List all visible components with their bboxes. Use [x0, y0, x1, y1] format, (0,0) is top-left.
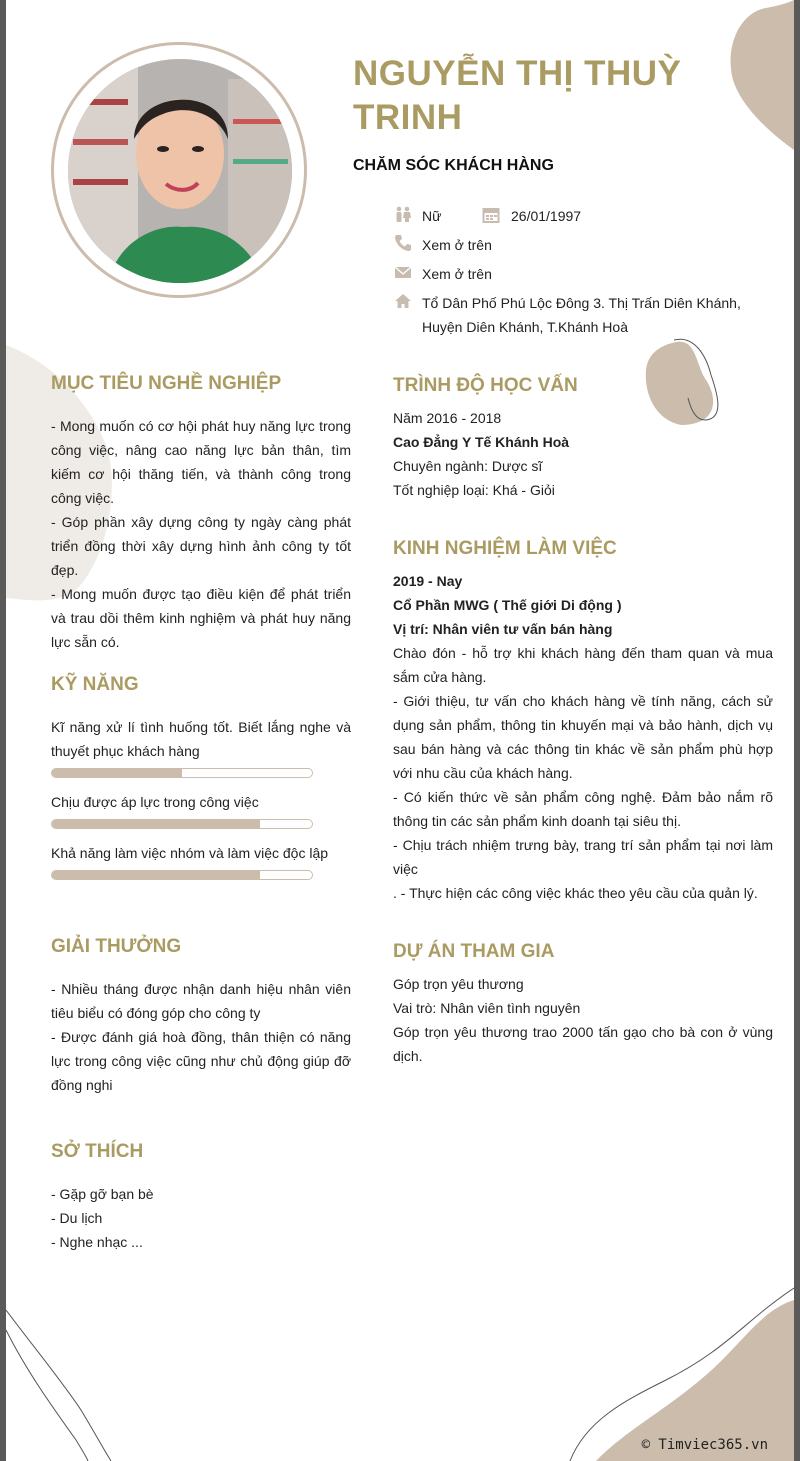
- avatar: [68, 59, 292, 283]
- education-text: [393, 406, 773, 502]
- gender-value: Nữ: [422, 208, 442, 224]
- skill-bar-3: [51, 870, 313, 880]
- projects-text: [393, 972, 773, 1068]
- cv-page: [6, 0, 794, 1461]
- objective-text: [51, 414, 351, 654]
- skill-bar-fill: [52, 871, 260, 879]
- experience-period: 2019 - Nay: [393, 573, 463, 589]
- job-title: CHĂM SÓC KHÁCH HÀNG: [353, 157, 554, 174]
- experience-line: . - Thực hiện các công việc khác theo yêu cầu của quản lý.: [393, 885, 758, 901]
- bottom-left-line-2: [6, 1330, 88, 1461]
- awards-text: [51, 977, 351, 1097]
- skill-label-1: Kĩ năng xử lí tình huống tốt. Biết lắng nghe và thuyết phục khách hàng: [51, 719, 351, 759]
- calendar-icon: [482, 206, 500, 224]
- right-edge: [794, 0, 800, 1461]
- address-line-2: Huyện Diên Khánh, T.Khánh Hoà: [422, 319, 628, 335]
- project-role: Vai trò: Nhân viên tình nguyên: [393, 1000, 581, 1016]
- experience-line: - Có kiến thức về sản phẩm công nghệ. Đảm bảo nắm rõ thông tin các sản phẩm kinh doanh tại siêu thị.: [393, 789, 773, 829]
- projects-title: DỰ ÁN THAM GIA: [393, 941, 555, 962]
- experience-title: KINH NGHIỆM LÀM VIỆC: [393, 538, 617, 559]
- education-title: TRÌNH ĐỘ HỌC VẤN: [393, 375, 578, 396]
- hobby-line: - Du lịch: [51, 1210, 103, 1226]
- skill-bar-fill: [52, 769, 182, 777]
- hobby-line: - Nghe nhạc ...: [51, 1234, 143, 1250]
- skills-title: KỸ NĂNG: [51, 674, 139, 695]
- address-line-1: Tổ Dân Phố Phú Lộc Đông 3. Thị Trấn Diên Khánh,: [422, 295, 741, 311]
- objective-line: - Mong muốn có cơ hội phát huy năng lực trong công việc, nâng cao năng lực bản thân, tìm kiếm cơ hội thăng tiến, và thành công trong công việc.: [51, 418, 351, 506]
- birthday-value: 26/01/1997: [511, 208, 582, 224]
- hobby-line: - Gặp gỡ bạn bè: [51, 1186, 154, 1202]
- experience-position: Vị trí: Nhân viên tư vấn bán hàng: [393, 621, 613, 637]
- education-major: Chuyên ngành: Dược sĩ: [393, 458, 543, 474]
- award-line: - Được đánh giá hoà đồng, thân thiện có năng lực trong công việc cũng như chủ động giúp đỡ đồng nghi: [51, 1029, 351, 1093]
- email-value: Xem ở trên: [422, 266, 492, 282]
- education-grade: Tốt nghiệp loại: Khá - Giỏi: [393, 482, 555, 498]
- objective-title: MỤC TIÊU NGHỀ NGHIỆP: [51, 373, 282, 394]
- bottom-left-line: [6, 1310, 111, 1461]
- phone-value: Xem ở trên: [422, 237, 492, 253]
- objective-line: - Mong muốn được tạo điều kiện để phát triển và trau dồi thêm kinh nghiệm và phát huy năng lực sẵn có.: [51, 586, 351, 650]
- project-description: Góp trọn yêu thương trao 2000 tấn gạo cho bà con ở vùng dịch.: [393, 1024, 773, 1064]
- address-value: [422, 291, 752, 339]
- skill-bar-1: [51, 768, 313, 778]
- education-period: Năm 2016 - 2018: [393, 410, 502, 426]
- candidate-name: NGUYỄN THỊ THUỲ TRINH: [353, 54, 682, 137]
- footer-credit: © Timviec365.vn: [641, 1437, 768, 1453]
- education-school: Cao Đẳng Y Tế Khánh Hoà: [393, 434, 570, 450]
- project-name: Góp trọn yêu thương: [393, 976, 524, 992]
- experience-line: - Chịu trách nhiệm trưng bày, trang trí sản phẩm tại nơi làm việc: [393, 837, 773, 877]
- experience-line: Chào đón - hỗ trợ khi khách hàng đến tham quan và mua sắm cửa hàng.: [393, 645, 773, 685]
- phone-icon: [394, 234, 412, 252]
- email-icon: [394, 263, 412, 281]
- skill-bar-fill: [52, 820, 260, 828]
- hobbies-title: SỞ THÍCH: [51, 1141, 144, 1162]
- home-icon: [394, 292, 412, 310]
- experience-company: Cổ Phần MWG ( Thế giới Di động ): [393, 597, 622, 613]
- top-right-blob: [731, 0, 794, 150]
- skill-bar-2: [51, 819, 313, 829]
- experience-text: [393, 569, 773, 905]
- hobbies-text: [51, 1182, 351, 1254]
- award-line: - Nhiều tháng được nhận danh hiệu nhân viên tiêu biểu có đóng góp cho công ty: [51, 981, 351, 1021]
- skill-label-2: Chịu được áp lực trong công việc: [51, 794, 259, 810]
- skill-label-3: Khả năng làm việc nhóm và làm việc độc lập: [51, 845, 329, 861]
- experience-line: - Giới thiệu, tư vấn cho khách hàng về tính năng, cách sử dụng sản phẩm, thông tin khuyến mại và bảo hành, dịch vụ sau bán hàng và các thông tin khác về sản phẩm phù hợp với nhu cầu của khách hàng.: [393, 693, 773, 781]
- gender-icon: [394, 206, 412, 224]
- awards-title: GIẢI THƯỞNG: [51, 936, 182, 957]
- objective-line: - Góp phần xây dựng công ty ngày càng phát triển đồng thời xây dựng hình ảnh công ty tốt đẹp.: [51, 514, 351, 578]
